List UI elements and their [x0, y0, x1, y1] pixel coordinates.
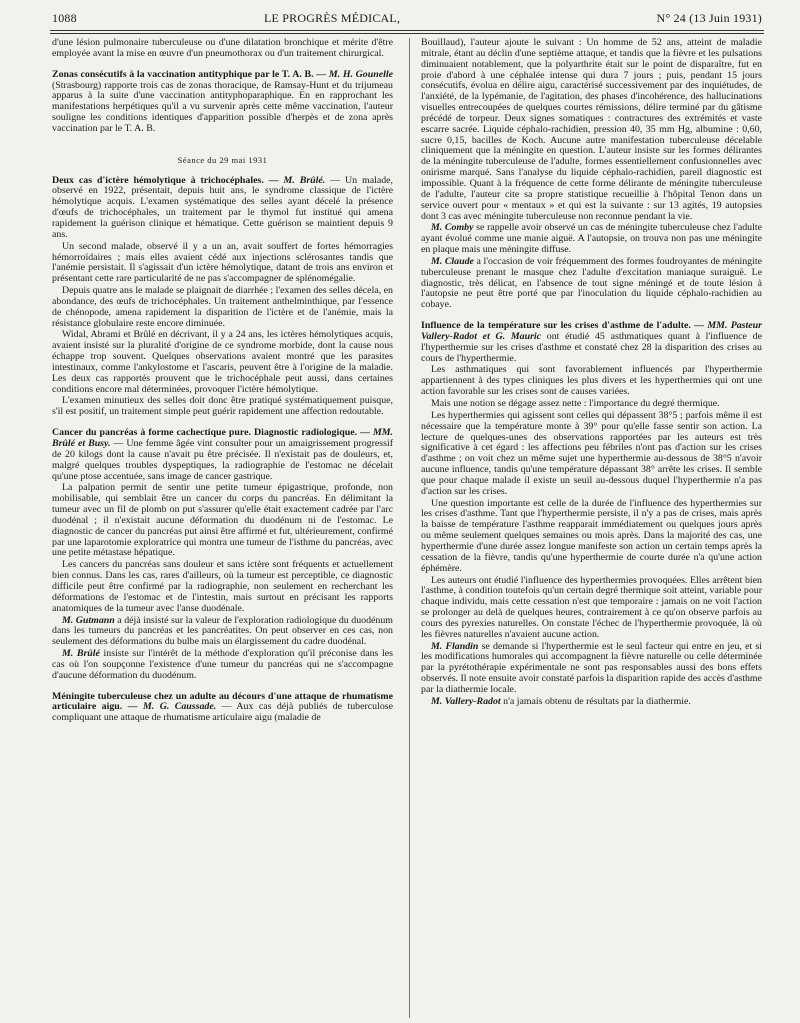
page-number: 1088: [52, 11, 77, 25]
speaker-name: M. Gutmann: [62, 614, 115, 626]
issue-info: N° 24 (13 Juin 1931): [656, 11, 762, 25]
article-asthme: [421, 321, 762, 364]
speaker-name: M. Flandin: [431, 640, 479, 652]
right-column: [421, 38, 762, 709]
article-author: — M. H. Gounelle: [316, 68, 393, 80]
article-title: Influence de la température sur les crises d'asthme de l'adulte.: [421, 320, 691, 332]
page-header: [52, 8, 762, 28]
paragraph: Les hyperthermies qui agissent sont celles qui dépassent 38°5 ; parfois même il est nécessaire que la température monte à 39° pour qu'elle fasse sentir son action. La lecture de quelques-unes des observations rapportées par les auteurs est très significative à cet égard : les affections peu fébriles n'ont pas d'action sur les crises d'asthme ; on voit chez un même sujet une hyperthermie au-dessous de 38°5 n'avoir aucune influence, tandis qu'une température dépassant 38° arrête les crises. Il semble que pour chaque malade il existe un seuil au-dessous duquel l'hyperthermie n'a pas d'action sur les crises.: [421, 409, 762, 497]
paragraph: n'a jamais obtenu de résultats par la diathermie.: [500, 695, 691, 707]
discussion: [421, 642, 762, 696]
paragraph: — Aux cas déjà publiés de tuberculose compliquant une attaque de rhumatisme articulaire aigu (maladie de: [52, 701, 393, 724]
paragraph: Les cancers du pancréas sans douleur et sans ictère sont fréquents et actuellement bien connus. Dans les cas, rares d'ailleurs, où la tumeur est perceptible, ce diagnostic difficile peut être confirmé par la radiographie, non seulement en recherchant les déformations de l'estomac et de l'intestin, mais surtout en précisant les rapports anatomiques de la tumeur avec l'anse duodénale.: [52, 559, 393, 614]
discussion: [52, 649, 393, 682]
column-divider: [409, 38, 410, 1018]
paragraph: ont étudié 45 asthmatiques quant à l'influence de l'hyperthermie sur les crises d'asthme et constaté chez 28 la disparition des crises au cours de l'hyperthermie.: [421, 330, 762, 364]
article-title: Cancer du pancréas à forme cachectique pure. Diagnostic radiologique.: [52, 427, 358, 439]
paragraph: La palpation permit de sentir une petite tumeur épigastrique, profonde, non mobilisable, qui semblait être un cancer du corps du pancréas. En délimitant la tumeur avec un fil de plomb on put s'assurer qu'elle était exactement cadrée par l'arc duodénal ; il n'existait aucune déformation du duodénum ni de l'estomac. Le diagnostic de cancer du pancréas put ainsi être affirmé et fut, ultérieurement, confirmé par une laparotomie exploratrice qui montra une tumeur de l'isthme du pancréas, avec une petite métastase hépatique.: [52, 482, 393, 559]
paragraph: Une question importante est celle de la durée de l'influence des hyperthermies sur les crises d'asthme. Tant que l'hyperthermie persiste, il n'y a pas de crises, mais après la baisse de température l'asthme reapparait immédiatement ou quelques jours après ou même seulement quelques semaines ou mois après. Dans la majorité des cas, une hyperthermie d'une durée assez longue manifeste son action un certain temps après la cessation de la fièvre, tandis qu'une hyperthermie de courte durée n'a qu'une action éphémère.: [421, 497, 762, 574]
discussion: [421, 223, 762, 256]
article-title: Deux cas d'ictère hémolytique à trichocéphales.: [52, 174, 264, 186]
article-ictere: [52, 176, 393, 241]
paragraph: Widal, Abrami et Brûlé en décrivant, il y a 24 ans, les ictères hémolytiques acquis, avaient insisté sur la pluralité d'origine de ce syndrome morbide, dont la cause nous échappe trop souvent. Quelques observations avaient montré que les parasites intestinaux, comme l'ankylostome et l'ascaris, peuvent être à l'origine de la maladie. Les deux cas rapportés prouvent que le trichocéphale peut aussi, dans certaines conditions encore mal déterminées, provoquer l'ictère hémolytique.: [52, 329, 393, 395]
paragraph: Les auteurs ont étudié l'influence des hyperthermies provoquées. Elles arrêtent bien l'asthme, à condition toutefois qu'un certain degré thermique soit atteint, variable pour chaque individu, mais cette cessation n'est que temporaire : jamais on ne voit l'action se prolonger au delà de quelques heures, contrairement à ce qu'on observe parfois au cours des pyrexies naturelles. On constate l'échec de l'hyperthermie provoquée, là où les fièvres naturelles n'avaient aucune action.: [421, 574, 762, 640]
discussion: [52, 616, 393, 649]
article-author: — M. Brûlé.: [268, 174, 326, 186]
article-author: — MM. Pasteur Vallery-Radot et G. Mauric: [421, 320, 762, 342]
header-rule: [50, 30, 764, 31]
paragraph: (Strasbourg) rapporte trois cas de zonas thoracique, de Ramsay-Hunt et du trijumeau apparus à la suite d'une vaccination antityphoparaphique. En en rapprochant les manifestations herpétiques qu'il a vu survenir après cette même vaccination, l'auteur souligne les conditions identiques d'apparition possible d'herpès et de zona après vaccination par le T. A. B.: [52, 79, 393, 134]
paragraph: a déjà insisté sur la valeur de l'exploration radiologique du duodénum dans les tumeurs du pancréas et les pancréatites. On peut observer en ces cas, non seulement des déformations du bulbe mais un élargissement du cadre duodénal.: [52, 614, 393, 648]
article-cancer: [52, 428, 393, 482]
paragraph: a l'occasion de voir fréquemment des formes foudroyantes de méningite tuberculeuse prenant le masque chez l'adulte d'excitation maniaque suraiguë. Le diagnostic, très délicat, en l'absence de tout signe méningé et de toute lésion à l'autopsie ne peut être porté que par l'inoculation du liquide céphalo-rachidien au cobaye.: [421, 255, 762, 311]
discussion: [421, 257, 762, 311]
article-meningite: [52, 692, 393, 725]
paragraph: Depuis quatre ans le malade se plaignait de diarrhée ; l'examen des selles décela, en abondance, des œufs de trichocéphales. Un traitement anthelminthique, par l'essence de chénopode, amena rapidement la disparition de l'ictère et de l'anémie, mais la résistance globulaire reste encore diminuée.: [52, 285, 393, 329]
speaker-name: M. Vallery-Radot: [431, 695, 501, 707]
paragraph: L'examen minutieux des selles doit donc être pratiqué systématiquement puisque, s'il est positif, un traitement simple peut guérir rapidement une affection redoutable.: [52, 395, 393, 418]
article-title: Zonas consécutifs à la vaccination antityphique par le T. A. B.: [52, 68, 314, 80]
paragraph: se rappelle avoir observé un cas de méningite tuberculeuse chez l'adulte ayant évolué comme une manie aiguë. A l'autopsie, on trouva non pas une méningite en plaque mais une méningite diffuse.: [421, 222, 762, 256]
article-title: Méningite tuberculeuse chez un adulte au décours d'une attaque de rhumatisme articulaire aigu.: [52, 690, 393, 713]
paragraph: Bouillaud), l'auteur ajoute le suivant : Un homme de 52 ans, atteint de maladie mitrale, étant au déclin d'une septième attaque, et tandis que la fièvre et les pulsations diminuaient notablement, que la polyarthrite était sur le point de disparaître, fut en proie d'abord à une céphalée intense qui dura 7 jours ; puis, pendant 15 jours consécutifs, évolua en délire aigu, caractérisé successivement par des inquiétudes, de l'anxiété, de la lypémanie, de l'agitation, des phases d'incohérence, des hallucinations visuelles entrecoupées de quelques courtes rémissions, délire terminé par du gâtisme précédé de torpeur. Deux signes somatiques : contractures des extrémités et vaste escarre sacrée. Liquide céphalo-rachidien, pression 40, 35 mm Hg, albumine : 0,60, sucre 0,15, bacilles de Koch. Aucune autre manifestation tuberculeuse décelable cliniquement que la méningite en question. L'auteur insiste sur les formes délirantes de la méningite tuberculeuse de l'adulte, formes essentiellement confusionnelles avec onirisme marqué. Sans l'analyse du liquide céphalo-rachidien, pareil diagnostic est impossible. Quant à la fréquence de cette forme délirante de méningite tuberculeuse de l'adulte, l'auteur cite sa propre statistique recueillie à l'hôpital Tenon dans un service ouvert pour « mentaux » et qui est la suivante : sur 13 agités, 19 autopsies dont 3 cas avec méningite tuberculeuse non reconnue pendant la vie.: [421, 37, 762, 222]
journal-title: LE PROGRÈS MÉDICAL,: [264, 11, 401, 25]
paragraph: Un second malade, observé il y a un an, avait souffert de fortes hémorragies hémorroïdaires ; mais elles avaient cédé aux injections sclérosantes tandis que l'anémie persistait. Il s'agissait d'un ictère hémolytique, datant de trois ans environ et présentant cette rare particularité de ne pas s'accompagner de splénomégalie.: [52, 240, 393, 285]
speaker-name: M. Claude: [431, 255, 474, 267]
paragraph: Les asthmatiques qui sont favorablement influencés par l'hyperthermie appartiennent à des types cliniques les plus divers et les hyperthermies qui ont une action favorable sur les crises sont de causes variées.: [421, 364, 762, 398]
paragraph: se demande si l'hyperthermie est le seul facteur qui entre en jeu, et si les modifications humorales qui accompagnent la fièvre naturelle ou celle déterminée par la pyrétothérapie expérimentale ne sont pas responsables aussi des bons effets observés. Il note ensuite avoir constaté parfois la disparition rapide des accès d'asthme par la diathermie locale.: [421, 640, 762, 695]
paragraph: — Un malade, observé en 1922, présentait, depuis huit ans, le syndrome classique de l'ictère hémolytique acquis. L'examen systématique des selles ayant décelé la présence d'œufs de trichocéphales, un traitement par le thymol fut institué qui amena rapidement la guérison clinique et hématique. Cette guérison se maintient depuis 9 ans.: [52, 174, 393, 240]
article-zona: [52, 70, 393, 135]
left-column: [52, 38, 393, 725]
paragraph: — Une femme âgée vint consulter pour un amaigrissement progressif de 20 kilogs dont la cause n'avait pu être précisée. Il n'existait pas de douleurs, et, malgré quelques troubles dyspeptiques, la radiographie de l'estomac ne décelait qu'une ptose accentuée, sans image de cancer gastrique.: [52, 438, 393, 482]
article-author: — M. G. Caussade.: [122, 701, 217, 713]
speaker-name: M. Brûlé: [62, 648, 100, 660]
article-author: — MM. Brûlé et Busy.: [52, 427, 393, 449]
paragraph: d'une lésion pulmonaire tuberculeuse ou d'une dilatation bronchique et mérite d'être employée avant la mise en œuvre d'un pneumothorax ou d'un traitement chirurgical.: [52, 37, 393, 59]
paragraph: insiste sur l'intérêt de la méthode d'exploration qu'il préconise dans les cas où l'on soupçonne l'existence d'une tumeur du pancréas qui ne s'accompagne d'aucune déformation du duodénum.: [52, 648, 393, 681]
speaker-name: M. Comby: [431, 222, 474, 234]
discussion: [421, 697, 762, 708]
header-rule-double: [50, 33, 764, 34]
paragraph: Mais une notion se dégage assez nette : l'importance du degré thermique.: [431, 398, 720, 409]
session-heading: Séance du 29 mai 1931: [177, 154, 268, 165]
